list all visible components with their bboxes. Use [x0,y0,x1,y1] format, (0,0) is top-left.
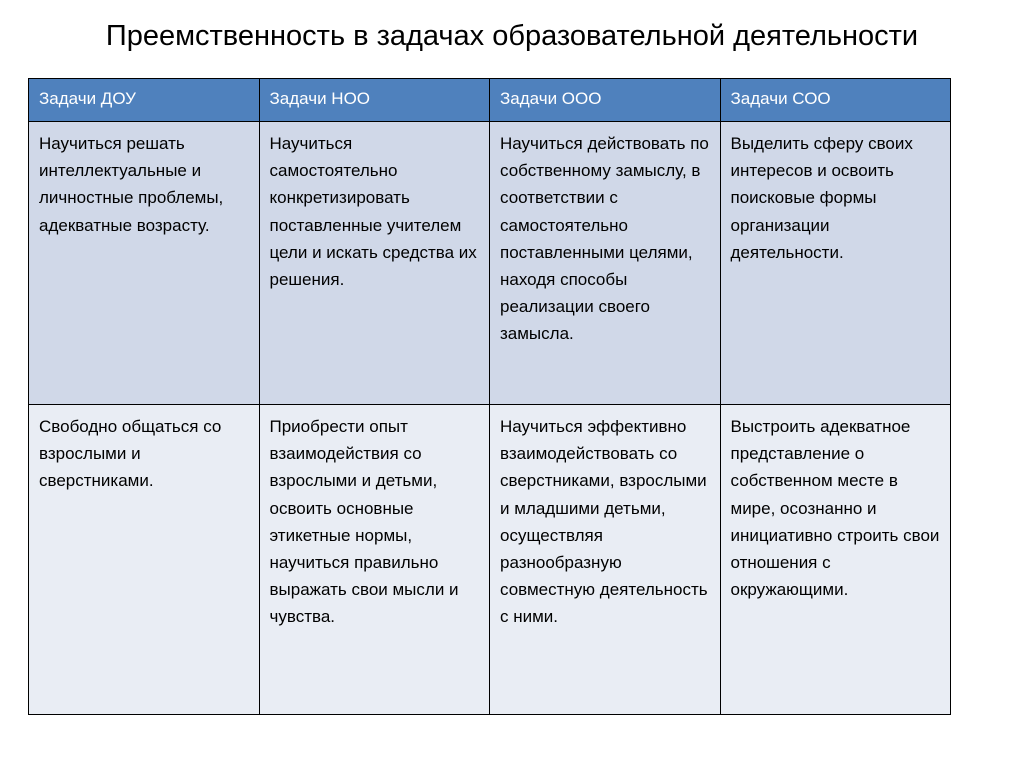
page-title: Преемственность в задачах образовательной деятельности [105,20,919,52]
table-cell-ooo: Научиться эффективно взаимодействовать со сверстниками, взрослыми и младшими детьми, осуществляя разнообразную совместную деятельность с ними. [490,405,721,715]
table-cell-ooo: Научиться действовать по собственному замыслу, в соответствии с самостоятельно поставленными целями, находя способы реализации своего замысла. [490,122,721,405]
table-row [29,122,951,405]
table-cell-noo: Приобрести опыт взаимодействия со взрослыми и детьми, освоить основные этикетные нормы, научиться правильно выражать свои мысли и чувства. [259,405,490,715]
table-cell-dou: Свободно общаться со взрослыми и сверстниками. [29,405,260,715]
table-cell-dou: Научиться решать интеллектуальные и личностные проблемы, адекватные возрасту. [29,122,260,405]
column-header-ooo: Задачи ООО [490,79,721,122]
table-row [29,405,951,715]
table-header-row [29,79,951,122]
table-cell-soo: Выделить сферу своих интересов и освоить поисковые формы организации деятельности. [720,122,951,405]
column-header-soo: Задачи СОО [720,79,951,122]
table-cell-soo: Выстроить адекватное представление о собственном месте в мире, осознанно и инициативно строить свои отношения с окружающими. [720,405,951,715]
tasks-table [28,78,951,715]
column-header-dou: Задачи ДОУ [29,79,260,122]
column-header-noo: Задачи НОО [259,79,490,122]
table-cell-noo: Научиться самостоятельно конкретизировать поставленные учителем цели и искать средства их решения. [259,122,490,405]
